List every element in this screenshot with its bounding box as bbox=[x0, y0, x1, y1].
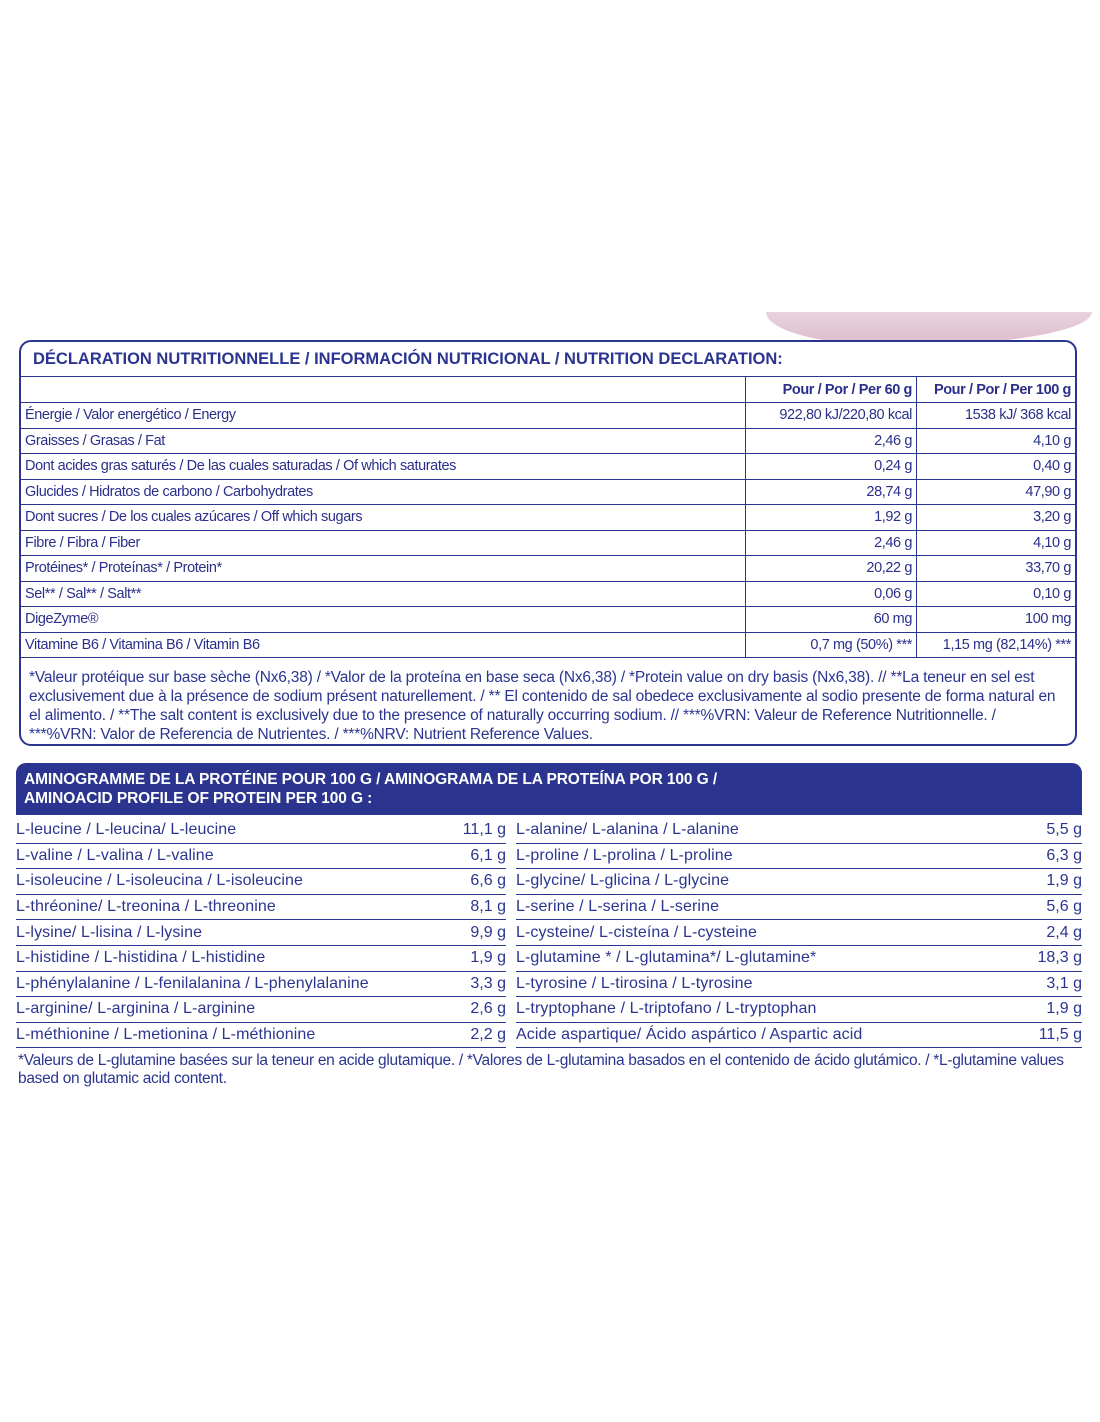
amino-cell-right bbox=[516, 869, 1082, 895]
amino-row bbox=[16, 869, 1082, 895]
amino-acid-name: L-tyrosine / L-tirosina / L-tyrosine bbox=[516, 974, 753, 992]
amino-acid-value: 6,6 g bbox=[470, 872, 506, 890]
amino-acid-value: 6,3 g bbox=[1046, 846, 1082, 864]
amino-acid-value: 5,5 g bbox=[1046, 821, 1082, 839]
amino-acid-name: L-serine / L-serina / L-serine bbox=[516, 898, 720, 916]
amino-cell-left bbox=[16, 895, 506, 921]
amino-row bbox=[16, 946, 1082, 972]
amino-row bbox=[16, 997, 1082, 1023]
value-per60: 0,7 mg (50%) *** bbox=[746, 632, 917, 658]
value-per100: 0,10 g bbox=[917, 581, 1076, 607]
nutrition-row bbox=[21, 581, 1075, 607]
amino-cell-left bbox=[16, 997, 506, 1023]
amino-cell-left bbox=[16, 946, 506, 972]
nutrition-row bbox=[21, 403, 1075, 429]
amino-acid-name: L-phénylalanine / L-fenilalanina / L-phenylalanine bbox=[16, 974, 369, 992]
amino-acid-name: L-lysine/ L-lisina / L-lysine bbox=[16, 923, 203, 941]
amino-acid-name: L-leucine / L-leucina/ L-leucine bbox=[16, 821, 237, 839]
nutrition-title: DÉCLARATION NUTRITIONNELLE / INFORMACIÓN NUTRICIONAL / NUTRITION DECLARATION: bbox=[21, 342, 1075, 377]
header-col-per60: Pour / Por / Per 60 g bbox=[746, 377, 917, 403]
amino-cell-right bbox=[516, 972, 1082, 998]
header-col-label bbox=[21, 377, 746, 403]
value-per100: 100 mg bbox=[917, 607, 1076, 633]
value-per60: 0,24 g bbox=[746, 454, 917, 480]
amino-cell-right bbox=[516, 818, 1082, 844]
amino-cell-right bbox=[516, 946, 1082, 972]
nutrition-declaration-box bbox=[19, 340, 1077, 746]
nutrition-row bbox=[21, 530, 1075, 556]
amino-row bbox=[16, 920, 1082, 946]
nutrient-label: Énergie / Valor energético / Energy bbox=[21, 403, 746, 429]
nutrition-row bbox=[21, 556, 1075, 582]
amino-acid-value: 18,3 g bbox=[1037, 949, 1082, 967]
amino-acid-name: L-glutamine * / L-glutamina*/ L-glutamine* bbox=[516, 949, 817, 967]
amino-row bbox=[16, 1023, 1082, 1049]
amino-acid-value: 11,1 g bbox=[462, 821, 506, 839]
amino-acid-name: L-glycine/ L-glicina / L-glycine bbox=[516, 872, 730, 890]
value-per100: 3,20 g bbox=[917, 505, 1076, 531]
amino-acid-value: 2,2 g bbox=[470, 1026, 506, 1044]
nutrition-row bbox=[21, 632, 1075, 658]
amino-acid-name: Acide aspartique/ Ácido aspártico / Aspartic acid bbox=[516, 1026, 863, 1044]
amino-acid-value: 6,1 g bbox=[470, 846, 506, 864]
nutrient-label: Fibre / Fibra / Fiber bbox=[21, 530, 746, 556]
value-per100: 4,10 g bbox=[917, 530, 1076, 556]
amino-acid-name: L-proline / L-prolina / L-proline bbox=[516, 846, 733, 864]
nutrition-row bbox=[21, 479, 1075, 505]
amino-acid-value: 3,1 g bbox=[1046, 974, 1082, 992]
header-col-per100: Pour / Por / Per 100 g bbox=[917, 377, 1076, 403]
amino-cell-right bbox=[516, 920, 1082, 946]
value-per100: 0,40 g bbox=[917, 454, 1076, 480]
amino-title-line2: AMINOACID PROFILE OF PROTEIN PER 100 G : bbox=[24, 790, 373, 807]
value-per60: 2,46 g bbox=[746, 428, 917, 454]
amino-acid-name: L-valine / L-valina / L-valine bbox=[16, 846, 214, 864]
amino-cell-left bbox=[16, 972, 506, 998]
amino-acid-value: 1,9 g bbox=[1046, 872, 1082, 890]
value-per100: 1538 kJ/ 368 kcal bbox=[917, 403, 1076, 429]
amino-acid-name: L-arginine/ L-arginina / L-arginine bbox=[16, 1000, 256, 1018]
nutrient-label: Sel** / Sal** / Salt** bbox=[21, 581, 746, 607]
amino-table bbox=[16, 818, 1082, 1048]
amino-cell-left bbox=[16, 1023, 506, 1049]
nutrient-label: Dont sucres / De los cuales azúcares / Off which sugars bbox=[21, 505, 746, 531]
nutrient-label: Protéines* / Proteínas* / Protein* bbox=[21, 556, 746, 582]
amino-acid-value: 11,5 g bbox=[1038, 1026, 1082, 1044]
amino-acid-value: 2,6 g bbox=[470, 1000, 506, 1018]
amino-acid-value: 3,3 g bbox=[470, 974, 506, 992]
nutrition-row bbox=[21, 454, 1075, 480]
amino-header bbox=[16, 763, 1082, 815]
nutrition-row bbox=[21, 505, 1075, 531]
value-per60: 2,46 g bbox=[746, 530, 917, 556]
amino-acid-name: L-tryptophane / L-triptofano / L-tryptophan bbox=[516, 1000, 817, 1018]
amino-row bbox=[16, 844, 1082, 870]
value-per60: 1,92 g bbox=[746, 505, 917, 531]
value-per60: 60 mg bbox=[746, 607, 917, 633]
nutrition-row bbox=[21, 607, 1075, 633]
value-per100: 47,90 g bbox=[917, 479, 1076, 505]
amino-row bbox=[16, 818, 1082, 844]
value-per60: 0,06 g bbox=[746, 581, 917, 607]
nutrition-row bbox=[21, 428, 1075, 454]
nutrient-label: Graisses / Grasas / Fat bbox=[21, 428, 746, 454]
amino-title-line1: AMINOGRAMME DE LA PROTÉINE POUR 100 G / AMINOGRAMA DE LA PROTEÍNA POR 100 G / bbox=[24, 771, 718, 788]
amino-cell-left bbox=[16, 920, 506, 946]
amino-acid-name: L-isoleucine / L-isoleucina / L-isoleucine bbox=[16, 872, 304, 890]
amino-acid-value: 8,1 g bbox=[470, 898, 506, 916]
amino-cell-right bbox=[516, 844, 1082, 870]
amino-acid-name: L-méthionine / L-metionina / L-méthionine bbox=[16, 1026, 316, 1044]
amino-cell-left bbox=[16, 869, 506, 895]
value-per60: 28,74 g bbox=[746, 479, 917, 505]
amino-cell-right bbox=[516, 895, 1082, 921]
value-per100: 4,10 g bbox=[917, 428, 1076, 454]
amino-acid-name: L-histidine / L-histidina / L-histidine bbox=[16, 949, 266, 967]
amino-acid-name: L-alanine/ L-alanina / L-alanine bbox=[516, 821, 739, 839]
nutrient-label: Glucides / Hidratos de carbono / Carbohydrates bbox=[21, 479, 746, 505]
nutrition-table bbox=[21, 377, 1075, 658]
amino-acid-value: 1,9 g bbox=[470, 949, 506, 967]
nutrition-footnote: *Valeur protéique sur base sèche (Nx6,38) / *Valor de la proteína en base seca (Nx6,38) / *Protein value on dry basis (Nx6,38). // **La teneur en sel est exclusivement due à la présence de sodium présent naturellement. / ** El contenido de sal obedece exclusivamente al sodio presente de forma natural en el alimento. / **The salt content is exclusively due to the presence of naturally occurring sodium. // ***%VRN: Valeur de Reference Nutritionnelle. / ***%VRN: Valor de Referencia de Nutrientes. / ***%NRV: Nutrient Reference Values. bbox=[29, 669, 1056, 743]
value-per60: 922,80 kJ/220,80 kcal bbox=[746, 403, 917, 429]
nutrient-label: Dont acides gras saturés / De las cuales saturadas / Of which saturates bbox=[21, 454, 746, 480]
value-per60: 20,22 g bbox=[746, 556, 917, 582]
amino-acid-value: 9,9 g bbox=[470, 923, 506, 941]
amino-acid-value: 2,4 g bbox=[1046, 923, 1082, 941]
amino-acid-name: L-cysteine/ L-cisteína / L-cysteine bbox=[516, 923, 757, 941]
value-per100: 1,15 mg (82,14%) *** bbox=[917, 632, 1076, 658]
amino-row bbox=[16, 972, 1082, 998]
amino-cell-right bbox=[516, 997, 1082, 1023]
amino-cell-right bbox=[516, 1023, 1082, 1049]
amino-footnote: *Valeurs de L-glutamine basées sur la teneur en acide glutamique. / *Valores de L-glutamina basados en el contenido de ácido glutámico. / *L-glutamine values based on glutamic acid content. bbox=[18, 1052, 1064, 1087]
value-per100: 33,70 g bbox=[917, 556, 1076, 582]
nutrient-label: Vitamine B6 / Vitamina B6 / Vitamin B6 bbox=[21, 632, 746, 658]
amino-row bbox=[16, 895, 1082, 921]
nutrition-header-row bbox=[21, 377, 1075, 403]
amino-cell-left bbox=[16, 818, 506, 844]
amino-acid-name: L-thréonine/ L-treonina / L-threonine bbox=[16, 898, 276, 916]
amino-acid-value: 1,9 g bbox=[1046, 1000, 1082, 1018]
nutrient-label: DigeZyme® bbox=[21, 607, 746, 633]
amino-acid-value: 5,6 g bbox=[1046, 898, 1082, 916]
amino-cell-left bbox=[16, 844, 506, 870]
